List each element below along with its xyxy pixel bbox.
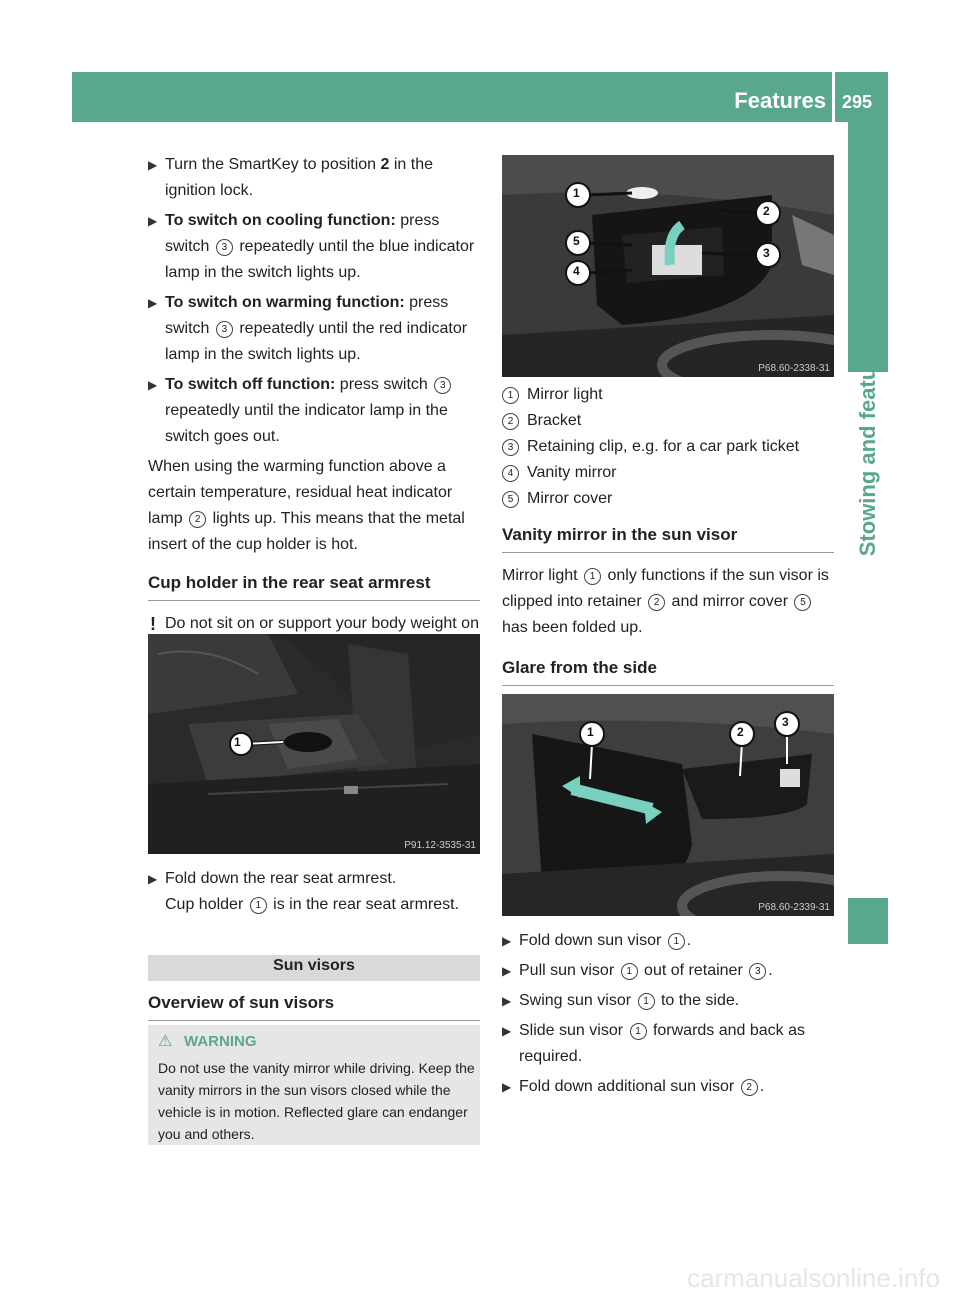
step-arrow-icon: ▶ [148,872,158,886]
step-arrow-icon: ▶ [502,1024,512,1038]
photo-callout: 2 [737,725,744,739]
legend-item: 2 Bracket [502,408,834,434]
right-column [502,382,834,696]
side-tab-label-wrap [848,125,888,755]
header-divider [832,72,835,122]
side-tab-marker [848,898,888,944]
heading-cup-holder: Cup holder in the rear seat armrest [148,570,480,601]
glare-step: ▶ Pull sun visor 1 out of retainer 3 . [502,958,834,984]
photo-callout: 3 [763,246,770,260]
legend-item: 3 Retaining clip, e.g. for a car park ticket [502,434,834,460]
side-tab-label: Stowing and features [855,333,880,557]
warning-title: WARNING [184,1033,257,1050]
callout-number: 1 [584,568,601,585]
photo-callout: 4 [573,264,580,278]
photo-callout: 1 [587,725,594,739]
glare-photo [502,694,834,916]
photo-code: P68.60-2338-31 [758,363,830,374]
step-arrow-icon: ▶ [148,158,158,172]
page-number: 295 [842,92,873,112]
glare-step: ▶ Slide sun visor 1 forwards and back as required. [502,1018,834,1070]
heading-overview: Overview of sun visors [148,990,480,1021]
heading-glare: Glare from the side [502,655,834,686]
glare-steps [502,928,834,1104]
callout-number: 2 [189,511,206,528]
section-bar [148,955,480,981]
step-arrow-icon: ▶ [502,934,512,948]
callout-number: 3 [434,377,451,394]
callout-number: 1 [250,897,267,914]
residual-heat-paragraph: When using the warming function above a certain temperature, residual heat indicator lamp 2 lights up. This means that the metal insert of the cup holder is hot. [148,458,465,553]
exclamation-icon: ! [150,614,156,634]
step-turn-key: ▶ Turn the SmartKey to position 2 in the ignition lock. [148,152,480,204]
photo-callout: 5 [573,234,580,248]
step-arrow-icon: ▶ [502,1080,512,1094]
warning-box [148,1025,480,1145]
glare-step: ▶ Swing sun visor 1 to the side. [502,988,834,1014]
legend-item: 1 Mirror light [502,382,834,408]
photo-callout: 1 [234,735,241,749]
sun-visor-overview-photo [502,155,834,377]
step-cooling: ▶ To switch on cooling function: press switch 3 repeatedly until the blue indicator lamp in the switch lights up. [148,208,480,286]
callout-number: 3 [216,321,233,338]
left-column [148,152,480,689]
vanity-mirror-paragraph: Mirror light 1 only functions if the sun visor is clipped into retainer 2 and mirror cover 5 has been folded up. [502,567,829,636]
photo-code: P68.60-2339-31 [758,902,830,913]
warning-triangle-icon: ⚠ [158,1033,173,1050]
section-bar-label: Sun visors [273,957,355,974]
warning-text: Do not use the vanity mirror while driving. Keep the vanity mirrors in the sun visors closed while the vehicle is in motion. Reflected glare can endanger you and others. [158,1060,475,1142]
step-arrow-icon: ▶ [148,214,158,228]
step-arrow-icon: ▶ [148,378,158,392]
step-arrow-icon: ▶ [502,964,512,978]
photo-code: P91.12-3535-31 [404,840,476,851]
glare-step: ▶ Fold down sun visor 1 . [502,928,834,954]
glare-step: ▶ Fold down additional sun visor 2 . [502,1074,834,1100]
legend-item: 5 Mirror cover [502,486,834,512]
photo-callout: 1 [573,186,580,200]
callout-number: 5 [794,594,811,611]
step-arrow-icon: ▶ [148,296,158,310]
photo-callout: 3 [782,715,789,729]
armrest-photo [148,634,480,854]
callout-number: 2 [648,594,665,611]
watermark: carmanualsonline.info [687,1263,940,1293]
step-warming: ▶ To switch on warming function: press switch 3 repeatedly until the red indicator lamp in the switch lights up. [148,290,480,368]
callout-number: 3 [216,239,233,256]
heading-vanity-mirror: Vanity mirror in the sun visor [502,522,834,553]
caution-note: ! Do not sit on or support your body weight on [148,611,480,689]
step-arrow-icon: ▶ [502,994,512,1008]
photo-callout: 2 [763,204,770,218]
legend-list [502,382,834,512]
legend-item: 4 Vanity mirror [502,460,834,486]
section-title: Features [734,88,826,113]
step-switch-off: ▶ To switch off function: press switch 3 repeatedly until the indicator lamp in the switch goes out. [148,372,480,450]
fold-armrest-step: ▶ Fold down the rear seat armrest. Cup holder 1 is in the rear seat armrest. [148,866,480,922]
